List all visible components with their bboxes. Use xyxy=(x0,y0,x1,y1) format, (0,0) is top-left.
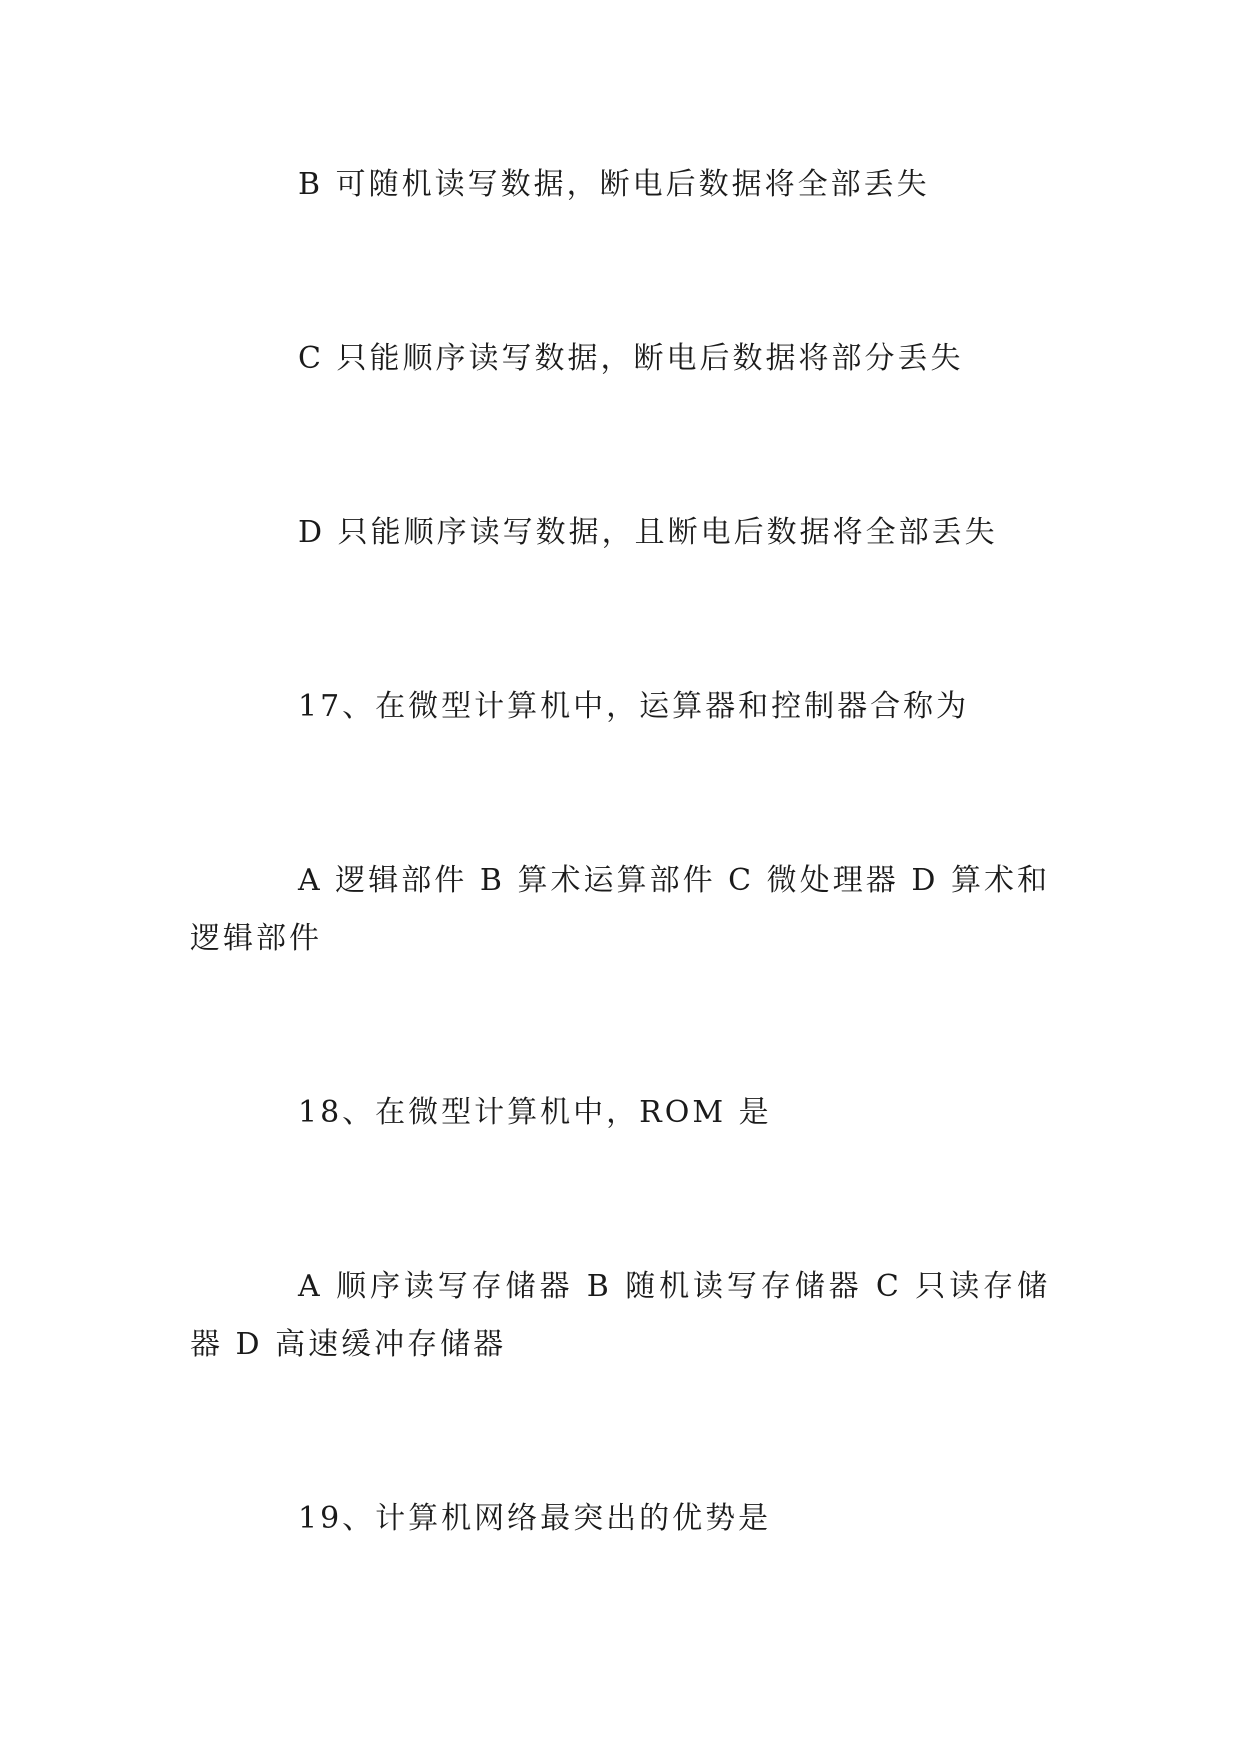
option-c-q16: C 只能顺序读写数据，断电后数据将部分丢失 xyxy=(298,341,964,376)
question-18: 18、在微型计算机中，ROM 是 xyxy=(298,1095,772,1130)
option-d-q16: D 只能顺序读写数据，且断电后数据将全部丢失 xyxy=(298,515,998,550)
options-q18: A 顺序读写存储器 B 随机读写存储器 C 只读存储器 D 高速缓冲存储器 xyxy=(190,1269,1050,1362)
question-17: 17、在微型计算机中，运算器和控制器合称为 xyxy=(298,689,970,724)
options-q17: A 逻辑部件 B 算术运算部件 C 微处理器 D 算术和逻辑部件 xyxy=(190,863,1050,956)
option-b-q16: B 可随机读写数据，断电后数据将全部丢失 xyxy=(298,167,930,202)
question-19: 19、计算机网络最突出的优势是 xyxy=(298,1501,772,1536)
